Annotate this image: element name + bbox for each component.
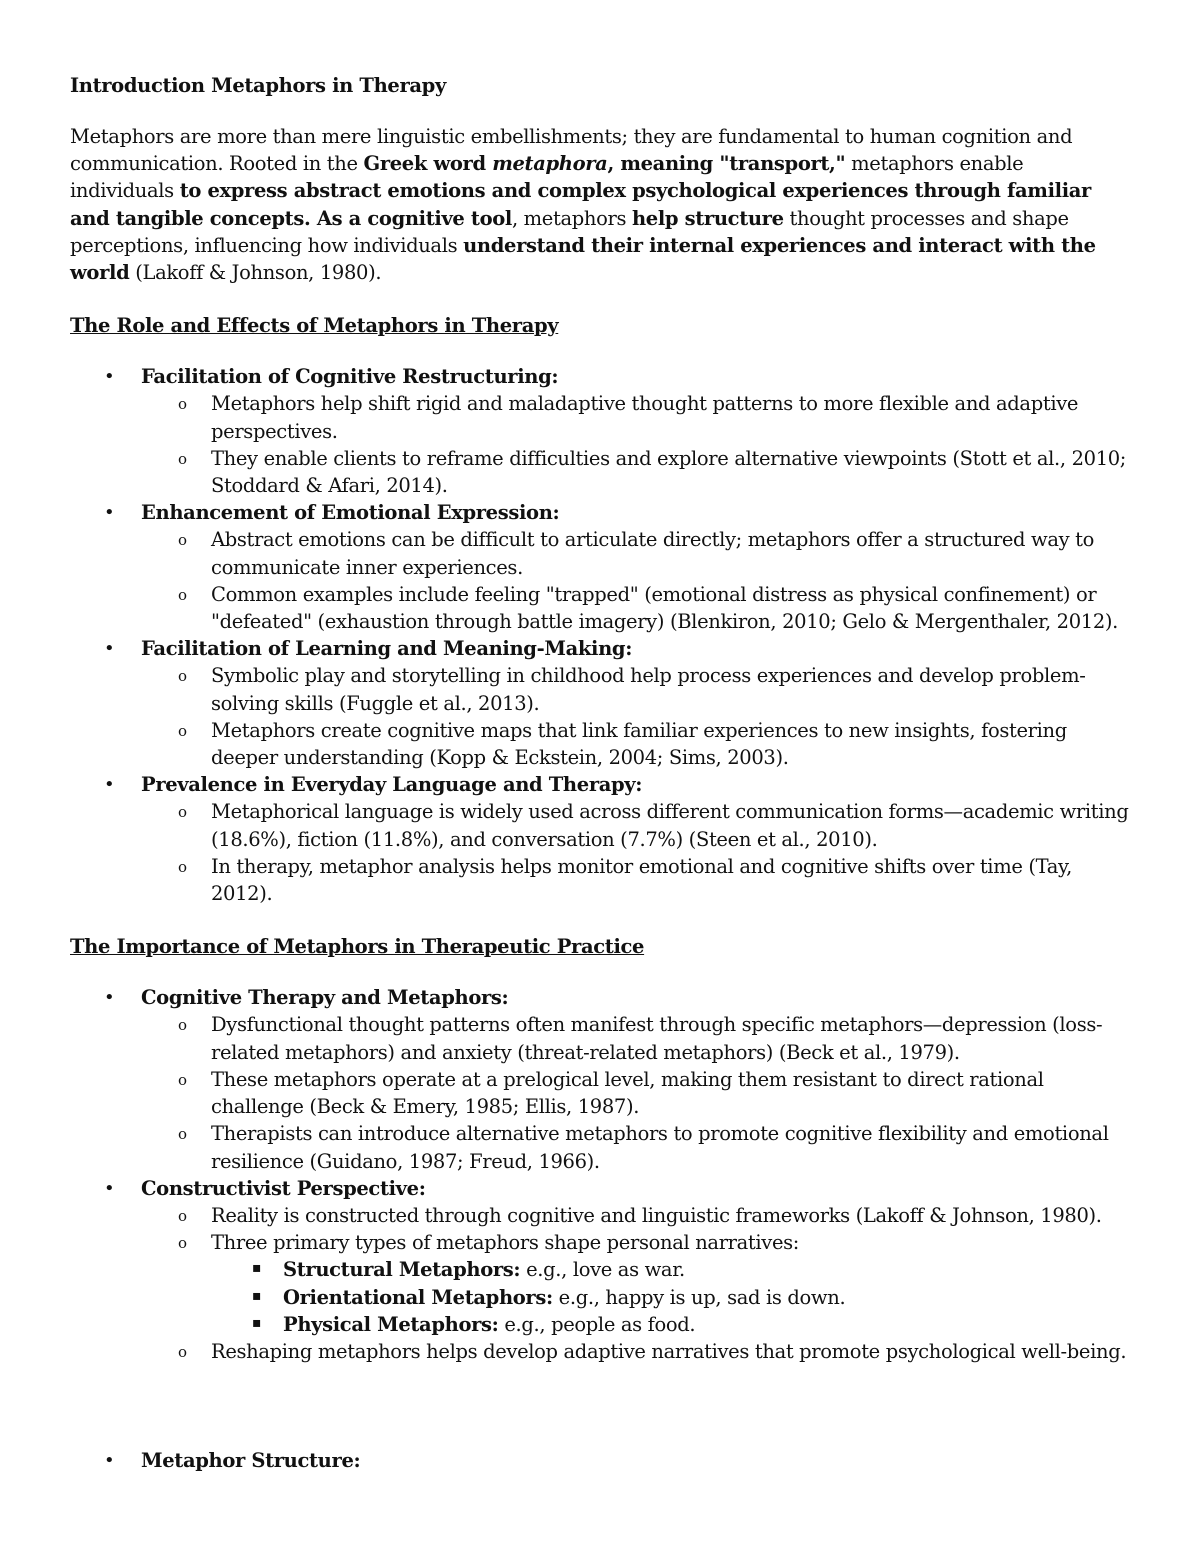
list-item-label: Facilitation of Cognitive Restructuring: xyxy=(141,365,559,389)
list-item-label: Constructivist Perspective: xyxy=(141,1176,426,1200)
bullet-icon: • xyxy=(104,638,115,660)
sub-list xyxy=(141,1202,1130,1365)
sub-list-item xyxy=(141,717,1130,771)
circle-bullet-icon: o xyxy=(178,1016,187,1035)
sub-list-item-text: Common examples include feeling "trapped" (emotional distress as physical confinement) or "defeated" (exhaustion through battle imagery) (Blenkiron, 2010; Gelo & Mergenthaler, 2012). xyxy=(211,582,1119,634)
list-item-label: Enhancement of Emotional Expression: xyxy=(141,501,560,525)
intro-bold-2: , meaning "transport," xyxy=(607,152,846,176)
metaphor-type-example: e.g., love as war. xyxy=(520,1258,685,1282)
metaphor-type-item xyxy=(141,1256,1130,1283)
intro-text-4: thought processes and shape perceptions, influencing how individuals xyxy=(70,206,1069,257)
sub-list-item-text: These metaphors operate at a prelogical level, making them resistant to direct rational challenge (Beck & Emery, 1985; Ellis, 1987). xyxy=(211,1067,1044,1119)
intro-bold-1: Greek word xyxy=(363,152,493,176)
importance-list xyxy=(70,984,1130,1365)
list-item-label: Facilitation of Learning and Meaning-Making: xyxy=(141,637,633,661)
intro-bold-italic-term: metaphora xyxy=(492,152,608,176)
intro-bold-5: understand their internal experiences and interact with the world xyxy=(70,233,1096,285)
circle-bullet-icon: o xyxy=(178,1125,187,1144)
list-item-label: Cognitive Therapy and Metaphors: xyxy=(141,986,509,1010)
intro-text-1: Metaphors are more than mere linguistic embellishments; they are fundamental to human cognition and communication. Rooted in the xyxy=(70,125,1073,176)
sub-list-item-text: Abstract emotions can be difficult to articulate directly; metaphors offer a structured way to communicate inner experiences. xyxy=(211,528,1095,579)
sub-list-item xyxy=(141,445,1130,499)
sub-list-item xyxy=(141,1011,1130,1065)
list-item-label: Metaphor Structure: xyxy=(141,1449,361,1473)
sub-list-item xyxy=(141,390,1130,444)
document-title: Introduction Metaphors in Therapy xyxy=(70,74,446,97)
sub-list-item-text: Three primary types of metaphors shape personal narratives: xyxy=(211,1231,800,1255)
metaphor-type-name: Physical Metaphors: xyxy=(283,1312,499,1336)
list-item xyxy=(70,635,1130,771)
circle-bullet-icon: o xyxy=(178,449,187,468)
list-item xyxy=(70,1447,1130,1474)
list-item xyxy=(70,771,1130,907)
list-item xyxy=(70,499,1130,635)
bullet-icon: • xyxy=(104,1450,115,1472)
bullet-icon: • xyxy=(104,987,115,1009)
circle-bullet-icon: o xyxy=(178,667,187,686)
sub-list-item-text: Metaphors help shift rigid and maladaptive thought patterns to more flexible and adaptive perspectives. xyxy=(211,392,1079,443)
metaphor-type-name: Structural Metaphors: xyxy=(283,1258,521,1282)
circle-bullet-icon: o xyxy=(178,585,187,604)
bullet-icon: • xyxy=(104,774,115,796)
sub-list-item xyxy=(141,1066,1130,1120)
section-heading-importance: The Importance of Metaphors in Therapeutic Practice xyxy=(70,935,645,959)
sub-list-item xyxy=(141,798,1130,852)
sub-list-item xyxy=(141,662,1130,716)
list-item xyxy=(70,363,1130,499)
sub-list-item xyxy=(141,853,1130,907)
metaphor-type-example: e.g., happy is up, sad is down. xyxy=(552,1285,846,1309)
square-bullet-icon: ▪ xyxy=(252,1260,262,1277)
circle-bullet-icon: o xyxy=(178,1342,187,1361)
sub-list-item xyxy=(141,1338,1130,1365)
sub-list-item-text: They enable clients to reframe difficulties and explore alternative viewpoints (Stott et al., 2010; Stoddard & Afari, 2014). xyxy=(211,446,1127,498)
sub-list-item-text: Metaphors create cognitive maps that link familiar experiences to new insights, fostering deeper understanding (Kopp & Eckstein, 2004; Sims, 2003). xyxy=(211,718,1067,770)
circle-bullet-icon: o xyxy=(178,721,187,740)
metaphor-type-name: Orientational Metaphors: xyxy=(283,1285,553,1309)
bullet-icon: • xyxy=(104,366,115,388)
sub-list-item xyxy=(141,1120,1130,1174)
sub-list-item-text: Metaphorical language is widely used across different communication forms—academic writing (18.6%), fiction (11.8%), and conversation (7.7%) (Steen et al., 2010). xyxy=(211,800,1129,851)
sub-list-item xyxy=(141,526,1130,580)
sub-list xyxy=(141,526,1130,635)
intro-paragraph xyxy=(70,123,1130,286)
sub-list-item-text: Reshaping metaphors helps develop adaptive narratives that promote psychological well-being. xyxy=(211,1339,1127,1363)
blank-space xyxy=(70,1365,1130,1447)
square-bullet-icon: ▪ xyxy=(252,1314,262,1331)
sub-list xyxy=(141,798,1130,907)
intro-text-3: , metaphors xyxy=(511,206,632,230)
list-item-label: Prevalence in Everyday Language and Therapy: xyxy=(141,773,643,797)
circle-bullet-icon: o xyxy=(178,1206,187,1225)
document-page xyxy=(70,72,1130,1474)
metaphor-structure-list xyxy=(70,1447,1130,1474)
circle-bullet-icon: o xyxy=(178,803,187,822)
circle-bullet-icon: o xyxy=(178,1234,187,1253)
sub-list-item xyxy=(141,581,1130,635)
sub-list xyxy=(141,390,1130,499)
circle-bullet-icon: o xyxy=(178,395,187,414)
sub-list-item-text: Symbolic play and storytelling in childhood help process experiences and develop problem-solving skills (Fuggle et al., 2013). xyxy=(211,664,1086,715)
sub-list-item xyxy=(141,1229,1130,1338)
circle-bullet-icon: o xyxy=(178,1070,187,1089)
list-item xyxy=(70,1175,1130,1365)
intro-text-5: (Lakoff & Johnson, 1980). xyxy=(129,261,382,285)
sub-list-item-text: Reality is constructed through cognitive and linguistic frameworks (Lakoff & Johnson, 1980). xyxy=(211,1203,1102,1227)
intro-text-2: metaphors enable individuals xyxy=(70,152,1024,203)
list-item xyxy=(70,984,1130,1174)
sub-list-item-text: In therapy, metaphor analysis helps monitor emotional and cognitive shifts over time (Tay, 2012). xyxy=(211,854,1072,906)
intro-bold-4: help structure xyxy=(631,206,784,230)
metaphor-type-item xyxy=(141,1284,1130,1311)
metaphor-type-example: e.g., people as food. xyxy=(498,1312,696,1336)
metaphor-type-item xyxy=(141,1311,1130,1338)
sub-list xyxy=(141,662,1130,771)
bullet-icon: • xyxy=(104,1177,115,1199)
bullet-icon: • xyxy=(104,502,115,524)
section-heading-role-effects: The Role and Effects of Metaphors in Therapy xyxy=(70,314,559,338)
role-effects-list xyxy=(70,363,1130,907)
square-bullet-icon: ▪ xyxy=(252,1287,262,1304)
intro-bold-3: to express abstract emotions and complex psychological experiences through familiar and tangible concepts. As a cognitive tool xyxy=(70,179,1091,230)
sub-list xyxy=(141,1011,1130,1174)
circle-bullet-icon: o xyxy=(178,531,187,550)
circle-bullet-icon: o xyxy=(178,857,187,876)
metaphor-types-list xyxy=(211,1256,1130,1338)
sub-list-item-text: Dysfunctional thought patterns often manifest through specific metaphors—depression (loss-related metaphors) and anxiety (threat-related metaphors) (Beck et al., 1979). xyxy=(211,1013,1103,1064)
sub-list-item xyxy=(141,1202,1130,1229)
sub-list-item-text: Therapists can introduce alternative metaphors to promote cognitive flexibility and emotional resilience (Guidano, 1987; Freud, 1966). xyxy=(211,1122,1109,1173)
